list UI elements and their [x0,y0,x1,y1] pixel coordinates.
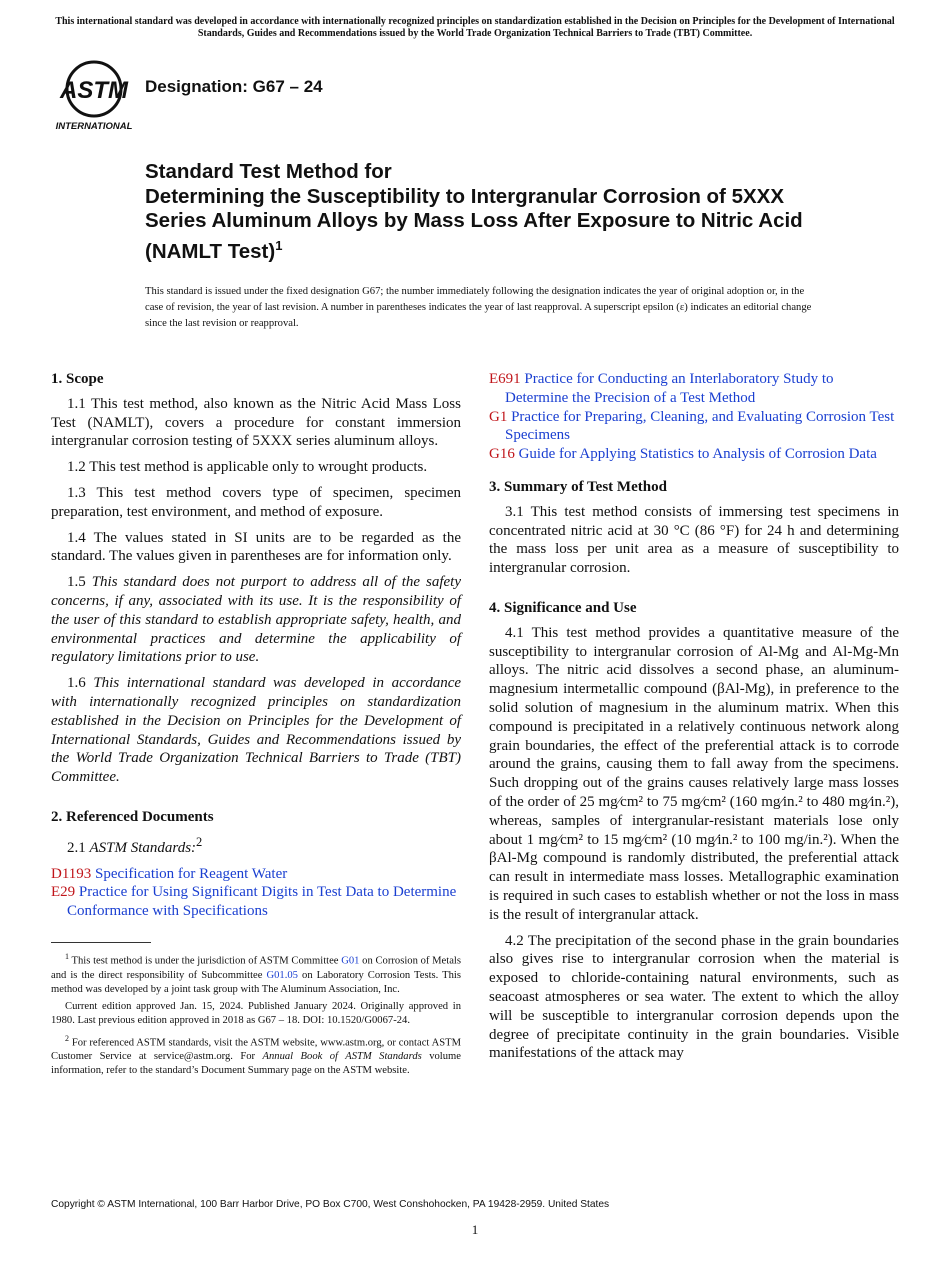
para-4-1: 4.1 This test method provides a quantitative measure of the susceptibility to intergranular corrosion of Al-Mg and Al-Mg-Mn alloys. The nitric acid dissolves a second phase, an aluminum-magnesium intermetallic compound (βAl-Mg), in preference to the solid solution of magnesium in the aluminum matrix. When this compound is precipitated in a relatively continuous network along grain boundaries, the effect of the preferential attack is to corrode around the grains, causing them to fall away from the specimens. Such dropping out of the grains causes relatively large mass losses of the order of 25 mg⁄cm² to 75 mg⁄cm² (160 mg⁄in.² to 480 mg⁄in.²), whereas, samples of intergranular-resistant materials lose only about 1 mg⁄cm² to 15 mg⁄cm² (10 mg⁄in.² to 100 mg/in.²). When the βAl-Mg compound is randomly distributed, the preferential attack can result in intermediate mass losses. Metallographic examination is required in such cases to establish whether or not the loss in mass is the result of intergranular attack. [489,624,899,923]
top-notice: This international standard was developed in accordance with internationally recognized principles on standardization established in the Decision on Principles for the Development of International Standards, Guides and Recommendations issued by the World Trade Organization Technical Barriers to Trade (TBT) Committee. [55,16,895,39]
footnote-2: $^2$ For referenced ASTM standards, visit the ASTM website, www.astm.org, or contact ASTM Customer Service at service@astm.org. For Annual Book of ASTM Standards volume information, refer to the standard’s Document Summary page on the ASTM website. [51,1033,462,1077]
link-g0105[interactable]: G01.05 [266,969,298,981]
para-1-4: 1.4 The values stated in SI units are to be regarded as the standard. The values given in parentheses are for information only. [51,529,461,565]
page-number: 1 [471,1222,479,1237]
document-title [145,160,845,264]
ref-e691[interactable]: E691 Practice for Conducting an Interlaboratory Study to Determine the Precision of a Test Method [489,371,834,406]
significance-heading: 4. Significance and Use [489,599,637,616]
ref-g16[interactable]: G16 Guide for Applying Statistics to Analysis of Corrosion Data [489,446,877,463]
right-column [489,370,899,1070]
para-3-1: 3.1 This test method consists of immersing test specimens in concentrated nitric acid at 30 °C (86 °F) for 24 h and determining the mass loss per unit area as a measure of susceptibility to intergranular corrosion. [489,503,899,577]
copyright: Copyright © ASTM International, 100 Barr Harbor Drive, PO Box C700, West Conshohocken, PA 19428-2959. United States [51,1199,610,1210]
referenced-heading: 2. Referenced Documents [51,808,214,825]
para-1-6: 1.6 This international standard was developed in accordance with internationally recognized principles on standardization established in the Decision on Principles for the Development of International Standards, Guides and Recommendations issued by the World Trade Organization Technical Barriers to Trade (TBT) Committee. [51,675,462,786]
para-1-2: 1.2 This test method is applicable only to wrought products. [67,459,428,476]
summary-heading: 3. Summary of Test Method [489,478,667,495]
ref-g1[interactable]: G1 Practice for Preparing, Cleaning, and Evaluating Corrosion Test Specimens [489,408,895,444]
scope-heading: 1. Scope [51,371,104,387]
issued-note: This standard is issued under the fixed designation G67; the number immediately following the designation indicates the year of original adoption or, in the case of revision, the year of last revision. A number in parentheses indicates the year of last reapproval. A superscript epsilon (ε) indicates an editorial change since the last revision or reapproval. [145,286,812,329]
footnote-1: $^1$ This test method is under the jurisdiction of ASTM Committee G01 on Corrosion of Metals and is the direct responsibility of Subcommittee G01.05 on Laboratory Corrosion Tests. This method was developed by a joint task group with The Aluminum Association, Inc. [51,952,461,995]
footnote-rule [51,942,151,943]
title-line1: Standard Test Method for [145,160,392,183]
left-column [51,370,461,921]
footnote-edition: Current edition approved Jan. 15, 2024. Published January 2024. Originally approved in 1980. Last previous edition approved in 2018 as G67 – 18. DOI: 10.1520/G0067-24. [51,1001,461,1027]
logo-text: ASTM [60,77,128,104]
para-1-3: 1.3 This test method covers type of specimen, specimen preparation, test environment, and method of exposure. [51,484,461,520]
logo-subtext: INTERNATIONAL [55,121,133,132]
para-1-1: 1.1 This test method, also known as the Nitric Acid Mass Loss Test (NAMLT), covers a procedure for constant immersion intergranular corrosion testing of 5XXX series aluminum alloys. [51,395,461,450]
link-g01[interactable]: G01 [341,955,360,967]
ref-e29[interactable]: E29 Practice for Using Significant Digits in Test Data to Determine Conformance with Specifications [51,884,457,920]
para-1-5: 1.5 This standard does not purport to address all of the safety concerns, if any, associated with its use. It is the responsibility of the user of this standard to establish appropriate safety, health, and environmental practices and determine the applicability of regulatory limitations prior to use. [51,574,462,666]
title-footnote-mark: 1 [275,237,283,253]
para-4-2: 4.2 The precipitation of the second phase in the grain boundaries also gives rise to intergranular corrosion when the material is exposed to chloride-containing natural environments, such as seacoast atmospheres or sea water. The extent to which the alloy will be susceptible to intergranular corrosion depends upon the degree of precipitate continuity in the grain boundaries. Visible manifestations of the attack may [489,932,899,1062]
ref-d1193[interactable]: D1193 Specification for Reagent Water [51,865,288,882]
designation: Designation: G67 – 24 [145,77,323,96]
astm-standards-label: 2.1 ASTM Standards:$^2$ [67,834,203,856]
footnotes [51,950,461,1082]
astm-logo [52,56,136,132]
title-main: Determining the Susceptibility to Intergranular Corrosion of 5XXX Series Aluminum Alloys by Mass Loss After Exposure to Nitric Acid (NAMLT Test)$^1$ [145,184,803,263]
